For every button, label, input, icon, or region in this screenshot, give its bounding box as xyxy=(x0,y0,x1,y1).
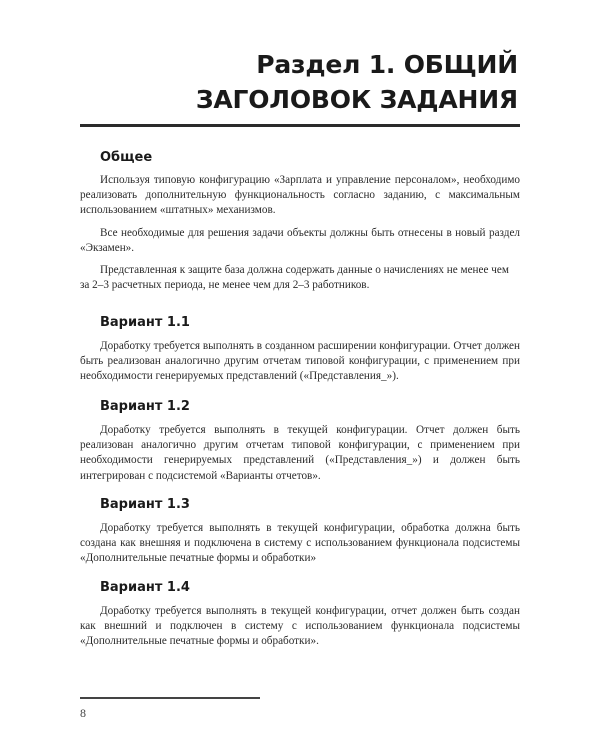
general-heading: Общее xyxy=(100,150,153,165)
section-title-line-2: ЗАГОЛОВОК ЗАДАНИЯ xyxy=(195,85,518,114)
variant-heading-1-1: Вариант 1.1 xyxy=(100,315,190,330)
page-content xyxy=(80,150,520,648)
variant-text-1-1: Доработку требуется выполнять в созданном расширении конфигурации. Отчет должен быть реализован аналогично другим отчетам типовой конфигурации, с применением при необходимости генерируемых представлений («Представления_»). xyxy=(80,340,520,383)
section-title xyxy=(78,47,518,117)
variant-heading-1-2: Вариант 1.2 xyxy=(100,399,190,414)
general-paragraph-2: Все необходимые для решения задачи объекты должны быть отнесены в новый раздел «Экзамен». xyxy=(80,226,520,254)
variant-section-1-4 xyxy=(80,580,520,657)
title-divider xyxy=(80,124,520,127)
general-section xyxy=(80,150,520,293)
variant-text-1-3: Доработку требуется выполнять в текущей конфигурации, обработка должна быть создана как внешняя и подключена в систему с использованием функционала подсистемы «Дополнительные печатные формы и обработки» xyxy=(80,522,520,565)
variant-heading-1-3: Вариант 1.3 xyxy=(100,497,190,512)
general-paragraph-3: Представленная к защите база должна содержать данные о начислениях не менее чем за 2–3 расчетных периода, не менее чем для 2–3 работников. xyxy=(80,264,509,292)
page-number: 8 xyxy=(80,706,86,720)
variant-section-1-1 xyxy=(80,315,520,392)
footer-divider xyxy=(80,697,260,699)
variant-heading-1-4: Вариант 1.4 xyxy=(100,580,190,595)
variant-text-1-2: Доработку требуется выполнять в текущей конфигурации. Отчет должен быть реализован аналогично другим отчетам типовой конфигурации, с применением при необходимости генерируемых представлений («Представления_») и должен быть интегрирован с подсистемой «Варианты отчетов». xyxy=(80,424,520,482)
section-title-line-1: Раздел 1. ОБЩИЙ xyxy=(256,50,518,79)
variant-section-1-3 xyxy=(80,497,520,574)
general-paragraph-1: Используя типовую конфигурацию «Зарплата и управление персоналом», необходимо реализовать дополнительную функциональность согласно заданию, с максимальным использованием «штатных» механизмов. xyxy=(80,174,520,217)
variant-text-1-4: Доработку требуется выполнять в текущей конфигурации, отчет должен быть создан как внешний и подключен в систему с использованием функционала подсистемы «Дополнительные печатные формы и обработки». xyxy=(80,605,520,648)
variant-section-1-2 xyxy=(80,399,520,491)
